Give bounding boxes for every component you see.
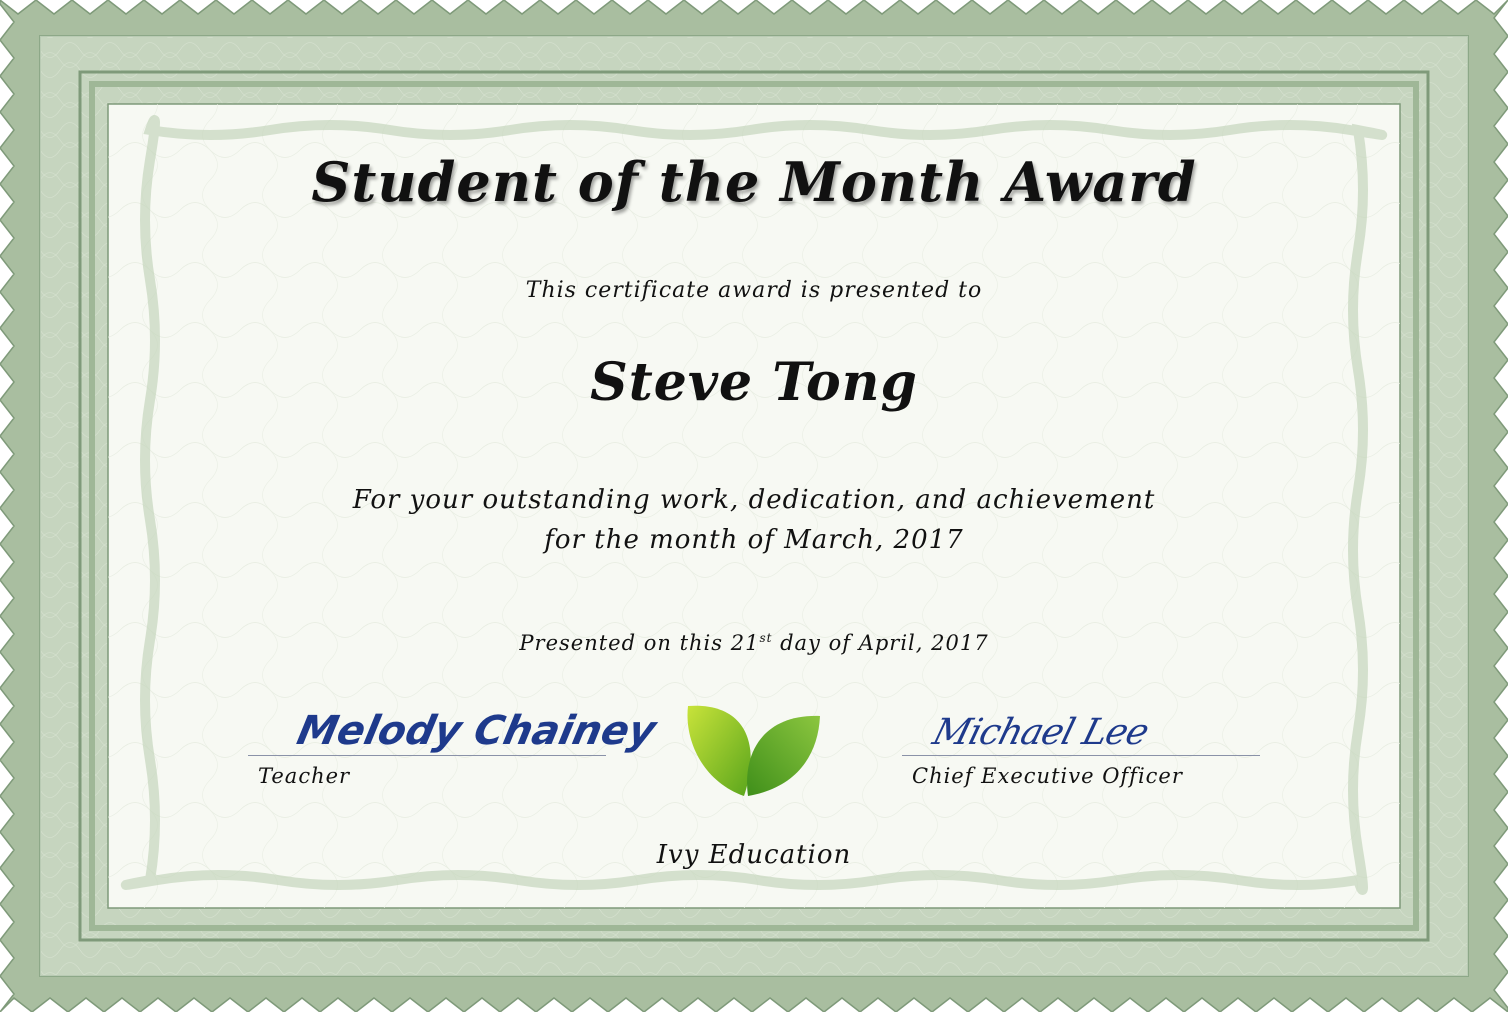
signature-ceo: Michael Lee — [928, 712, 1153, 753]
presented-prefix: Presented on this 21 — [519, 631, 760, 655]
recipient-name: Steve Tong — [590, 352, 918, 413]
presented-ordinal: st — [759, 631, 773, 645]
signature-teacher: Melody Chainey — [293, 708, 660, 754]
leaf-logo-icon — [684, 702, 824, 802]
signature-line — [902, 755, 1260, 756]
presented-date — [0, 631, 1508, 655]
signature-line — [248, 755, 606, 756]
reason-line-2: for the month of March, 2017 — [544, 525, 964, 555]
role-ceo: Chief Executive Officer — [912, 764, 1183, 788]
organization-name: Ivy Education — [656, 840, 852, 870]
signature-block-ceo — [902, 704, 1260, 794]
intro-text: This certificate award is presented to — [525, 278, 983, 303]
award-reason — [0, 480, 1508, 560]
presented-suffix: day of April, 2017 — [772, 631, 989, 655]
reason-line-1: For your outstanding work, dedication, and achievement — [352, 485, 1156, 515]
role-teacher: Teacher — [258, 764, 351, 788]
certificate-title: Student of the Month Award — [311, 150, 1197, 214]
signature-block-teacher — [248, 704, 660, 794]
